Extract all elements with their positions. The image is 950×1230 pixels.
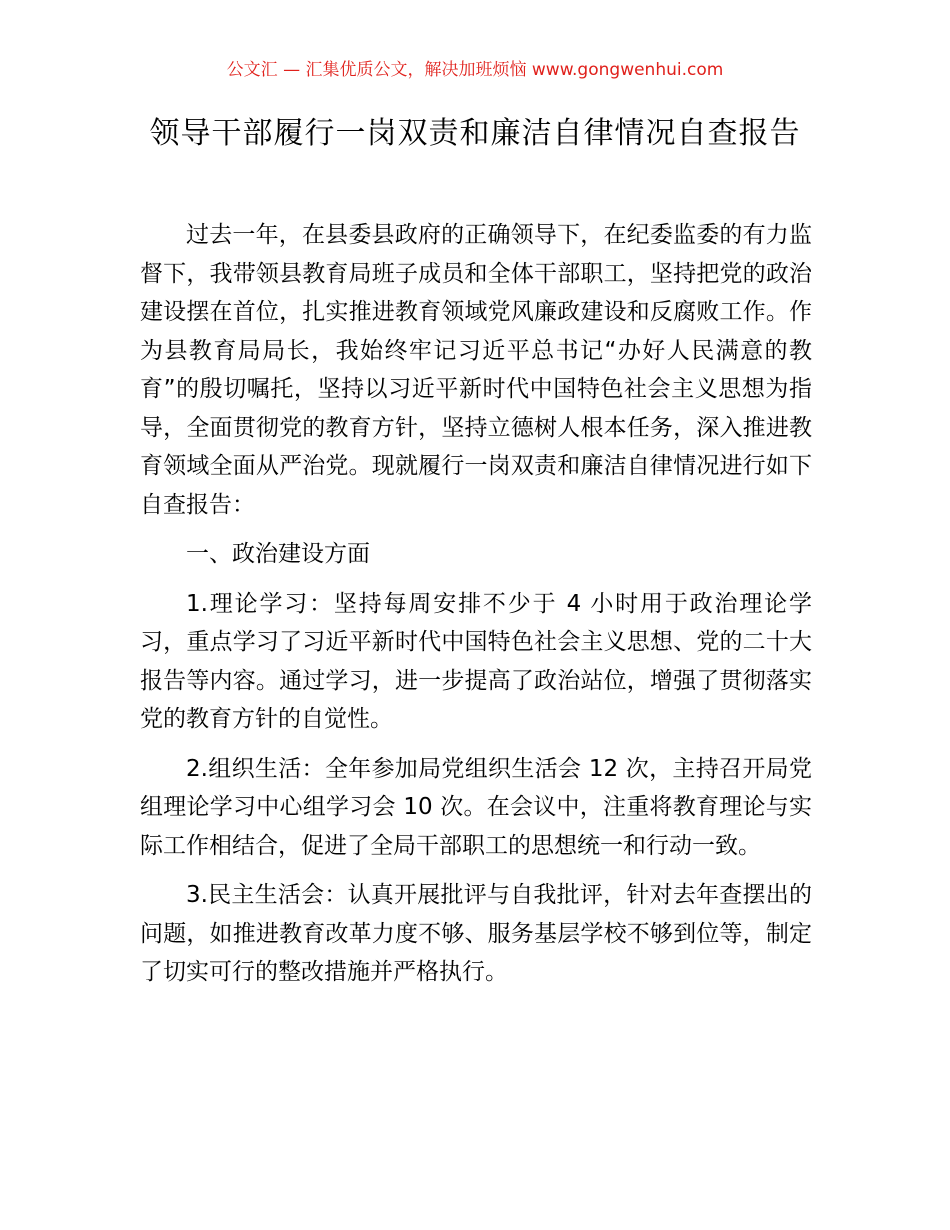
paragraph-democratic-life-meeting: 3.民主生活会：认真开展批评与自我批评，针对去年查摆出的问题，如推进教育改革力度不够、服务基层学校不够到位等，制定了切实可行的整改措施并严格执行。 — [140, 882, 812, 985]
intro-paragraph: 过去一年，在县委县政府的正确领导下，在纪委监委的有力监督下，我带领县教育局班子成员和全体干部职工，坚持把党的政治建设摆在首位，扎实推进教育领域党风廉政建设和反腐败工作。作为县教育局局长，我始终牢记习近平总书记“办好人民满意的教育”的殷切嘱托，坚持以习近平新时代中国特色社会主义思想为指导，全面贯彻党的教育方针，坚持立德树人根本任务，深入推进教育领域全面从严治党。现就履行一岗双责和廉洁自律情况进行如下自查报告： — [140, 222, 812, 518]
document-title: 领导干部履行一岗双责和廉洁自律情况自查报告 — [149, 116, 801, 151]
paragraph-theory-study: 1.理论学习：坚持每周安排不少于 4 小时用于政治理论学习，重点学习了习近平新时代中国特色社会主义思想、党的二十大报告等内容。通过学习，进一步提高了政治站位，增强了贯彻落实党的教育方针的自觉性。 — [140, 590, 812, 732]
document-body — [140, 216, 812, 1003]
site-banner[interactable]: 公文汇 — 汇集优质公文，解决加班烦恼 www.gongwenhui.com — [226, 60, 724, 80]
paragraph-organizational-life: 2.组织生活：全年参加局党组织生活会 12 次，主持召开局党组理论学习中心组学习会 10 次。在会议中，注重将教育理论与实际工作相结合，促进了全局干部职工的思想统一和行动一致。 — [140, 755, 812, 859]
section-heading: 一、政治建设方面 — [186, 541, 370, 567]
